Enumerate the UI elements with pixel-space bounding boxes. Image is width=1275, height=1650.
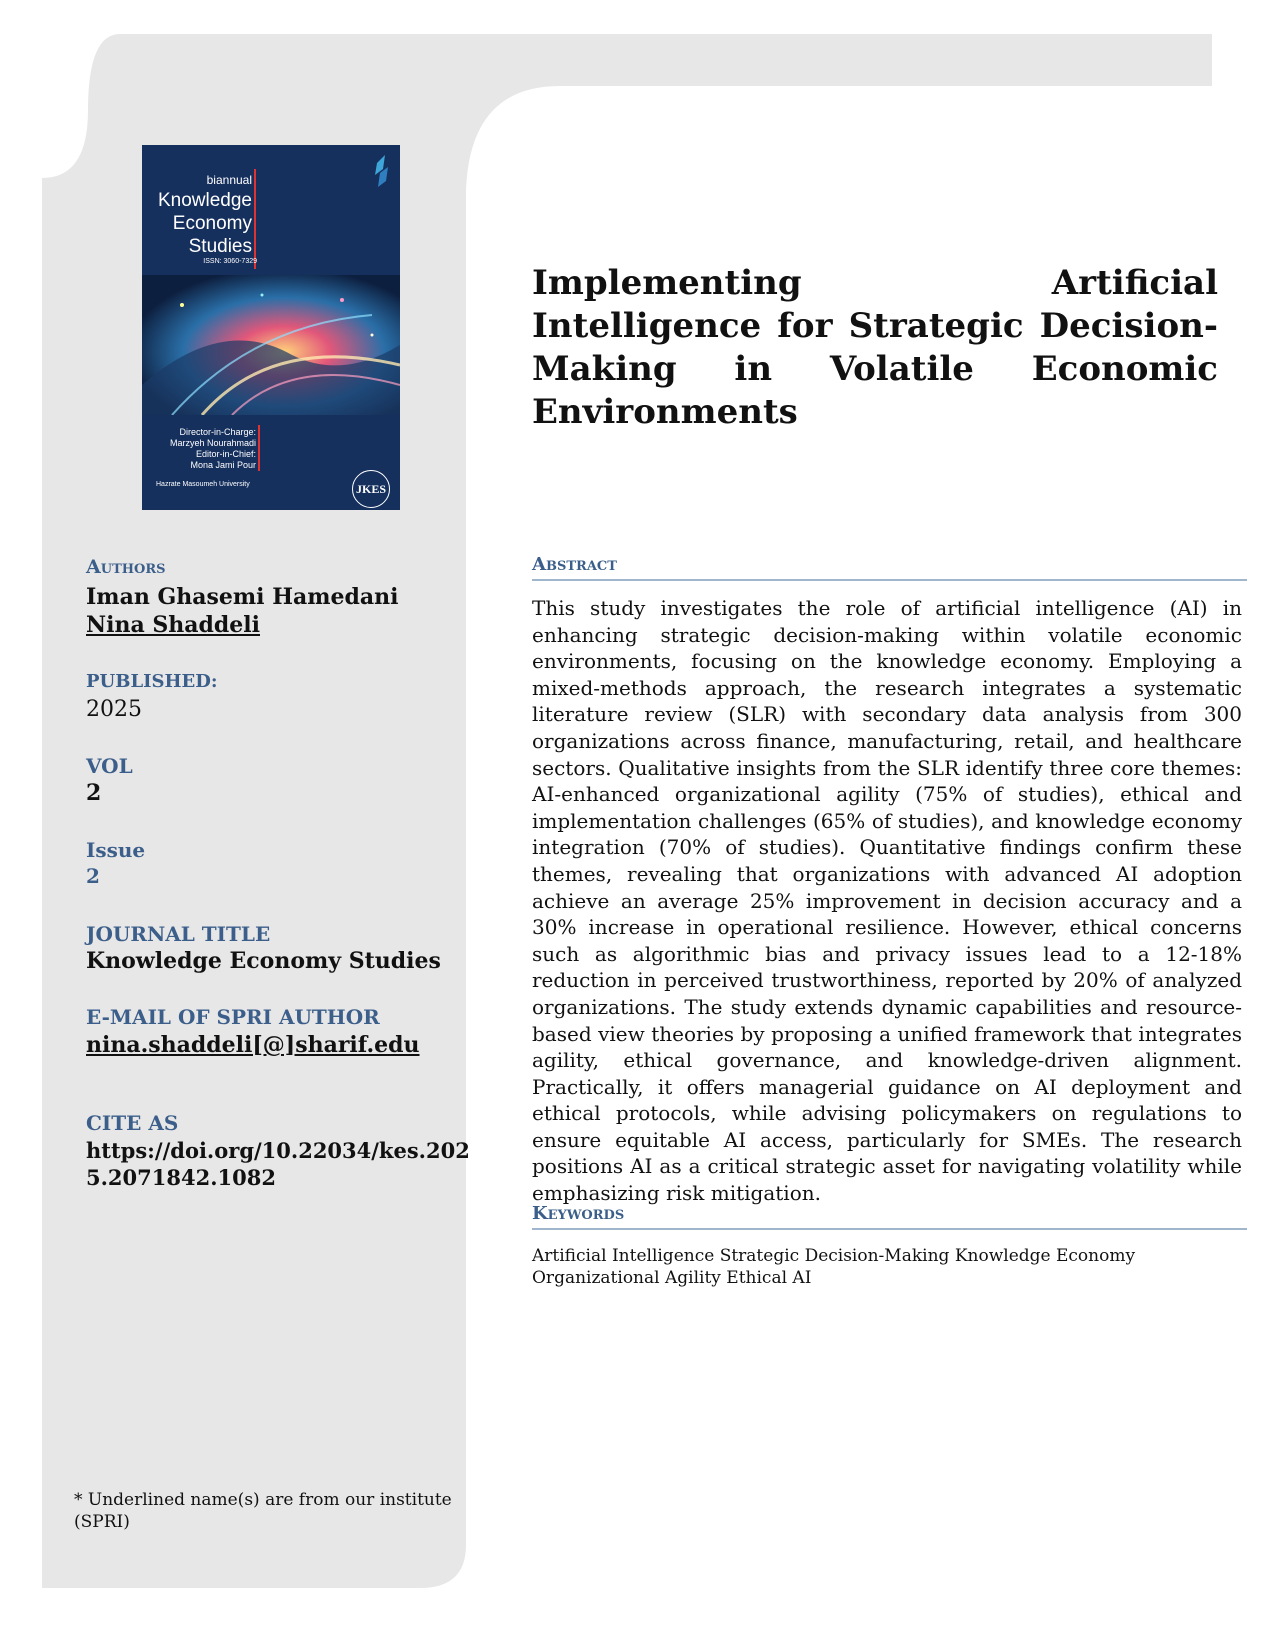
vol-label: VOL [86,754,133,778]
email-link[interactable]: nina.shaddeli[@]sharif.edu [86,1032,420,1058]
published-value: 2025 [86,697,142,722]
published-label: PUBLISHED: [86,671,218,692]
author-name: Iman Ghasemi Hamedani [86,584,399,610]
issue-value: 2 [86,864,100,888]
author-name-underlined[interactable]: Nina Shaddeli [86,612,260,638]
cover-university: Hazrate Masoumeh University [156,481,250,488]
keywords-heading: Keywords [532,1203,1247,1230]
vol-value: 2 [86,780,102,806]
authors-label: Authors [86,556,166,578]
email-label: E-MAIL OF SPRI AUTHOR [86,1005,380,1029]
abstract-body: This study investigates the role of artificial intelligence (AI) in enhancing strategic decision-making within volatile economic environments, focusing on the knowledge economy. Employing a mixed-methods approach, the research integrates a systematic literature review (SLR) with secondary data analysis from 300 organizations across finance, manufacturing, retail, and healthcare sectors. Qualitative insights from the SLR identify three core themes: AI-enhanced organizational agility (75% of studies), ethical and implementation challenges (65% of studies), and knowledge economy integration (70% of studies). Quantitative findings confirm these themes, revealing that organizations with advanced AI adoption achieve an average 25% improvement in decision accuracy and a 30% increase in operational resilience. However, ethical concerns such as algorithmic bias and privacy issues lead to a 12-18% reduction in perceived trustworthiness, reported by 20% of analyzed organizations. The study extends dynamic capabilities and resource-based view theories by proposing a unified framework that integrates agility, ethical governance, and knowledge-driven alignment. Practically, it offers managerial guidance on AI deployment and ethical protocols, while advising policymakers on regulations to ensure equitable AI access, particularly for SMEs. The research positions AI as a critical strategic asset for navigating volatility while emphasizing risk mitigation. [532,596,1242,1206]
keywords-list: Artificial Intelligence Strategic Decision-Making Knowledge Economy Organizational Agility Ethical AI [532,1246,1136,1288]
cite-doi-link[interactable]: https://doi.org/10.22034/kes.202 5.2071842.1082 [86,1138,470,1190]
journal-title-label: JOURNAL TITLE [86,922,271,946]
cover-artwork [142,275,400,415]
cover-editors: Director-in-Charge: Marzyeh Nourahmadi Editor-in-Chief: Mona Jami Pour [169,427,256,470]
cover-issn: ISSN: 3060-7329 [203,258,257,265]
paper-title: Implementing Artificial Intelligence for Strategic Decision-Making in Volatile Economic Environments [532,263,1218,432]
abstract-heading: Abstract [532,554,1247,581]
journal-cover-image [142,145,400,510]
cite-label: CITE AS [86,1111,179,1135]
footnote: * Underlined name(s) are from our institute (SPRI) [74,1490,452,1532]
cover-biannual: biannual [206,173,252,187]
issue-label: Issue [86,838,146,862]
jkes-logo: JKES [352,470,390,508]
journal-title-value: Knowledge Economy Studies [86,948,441,974]
cover-journal-name: Knowledge Economy Studies [157,190,252,257]
